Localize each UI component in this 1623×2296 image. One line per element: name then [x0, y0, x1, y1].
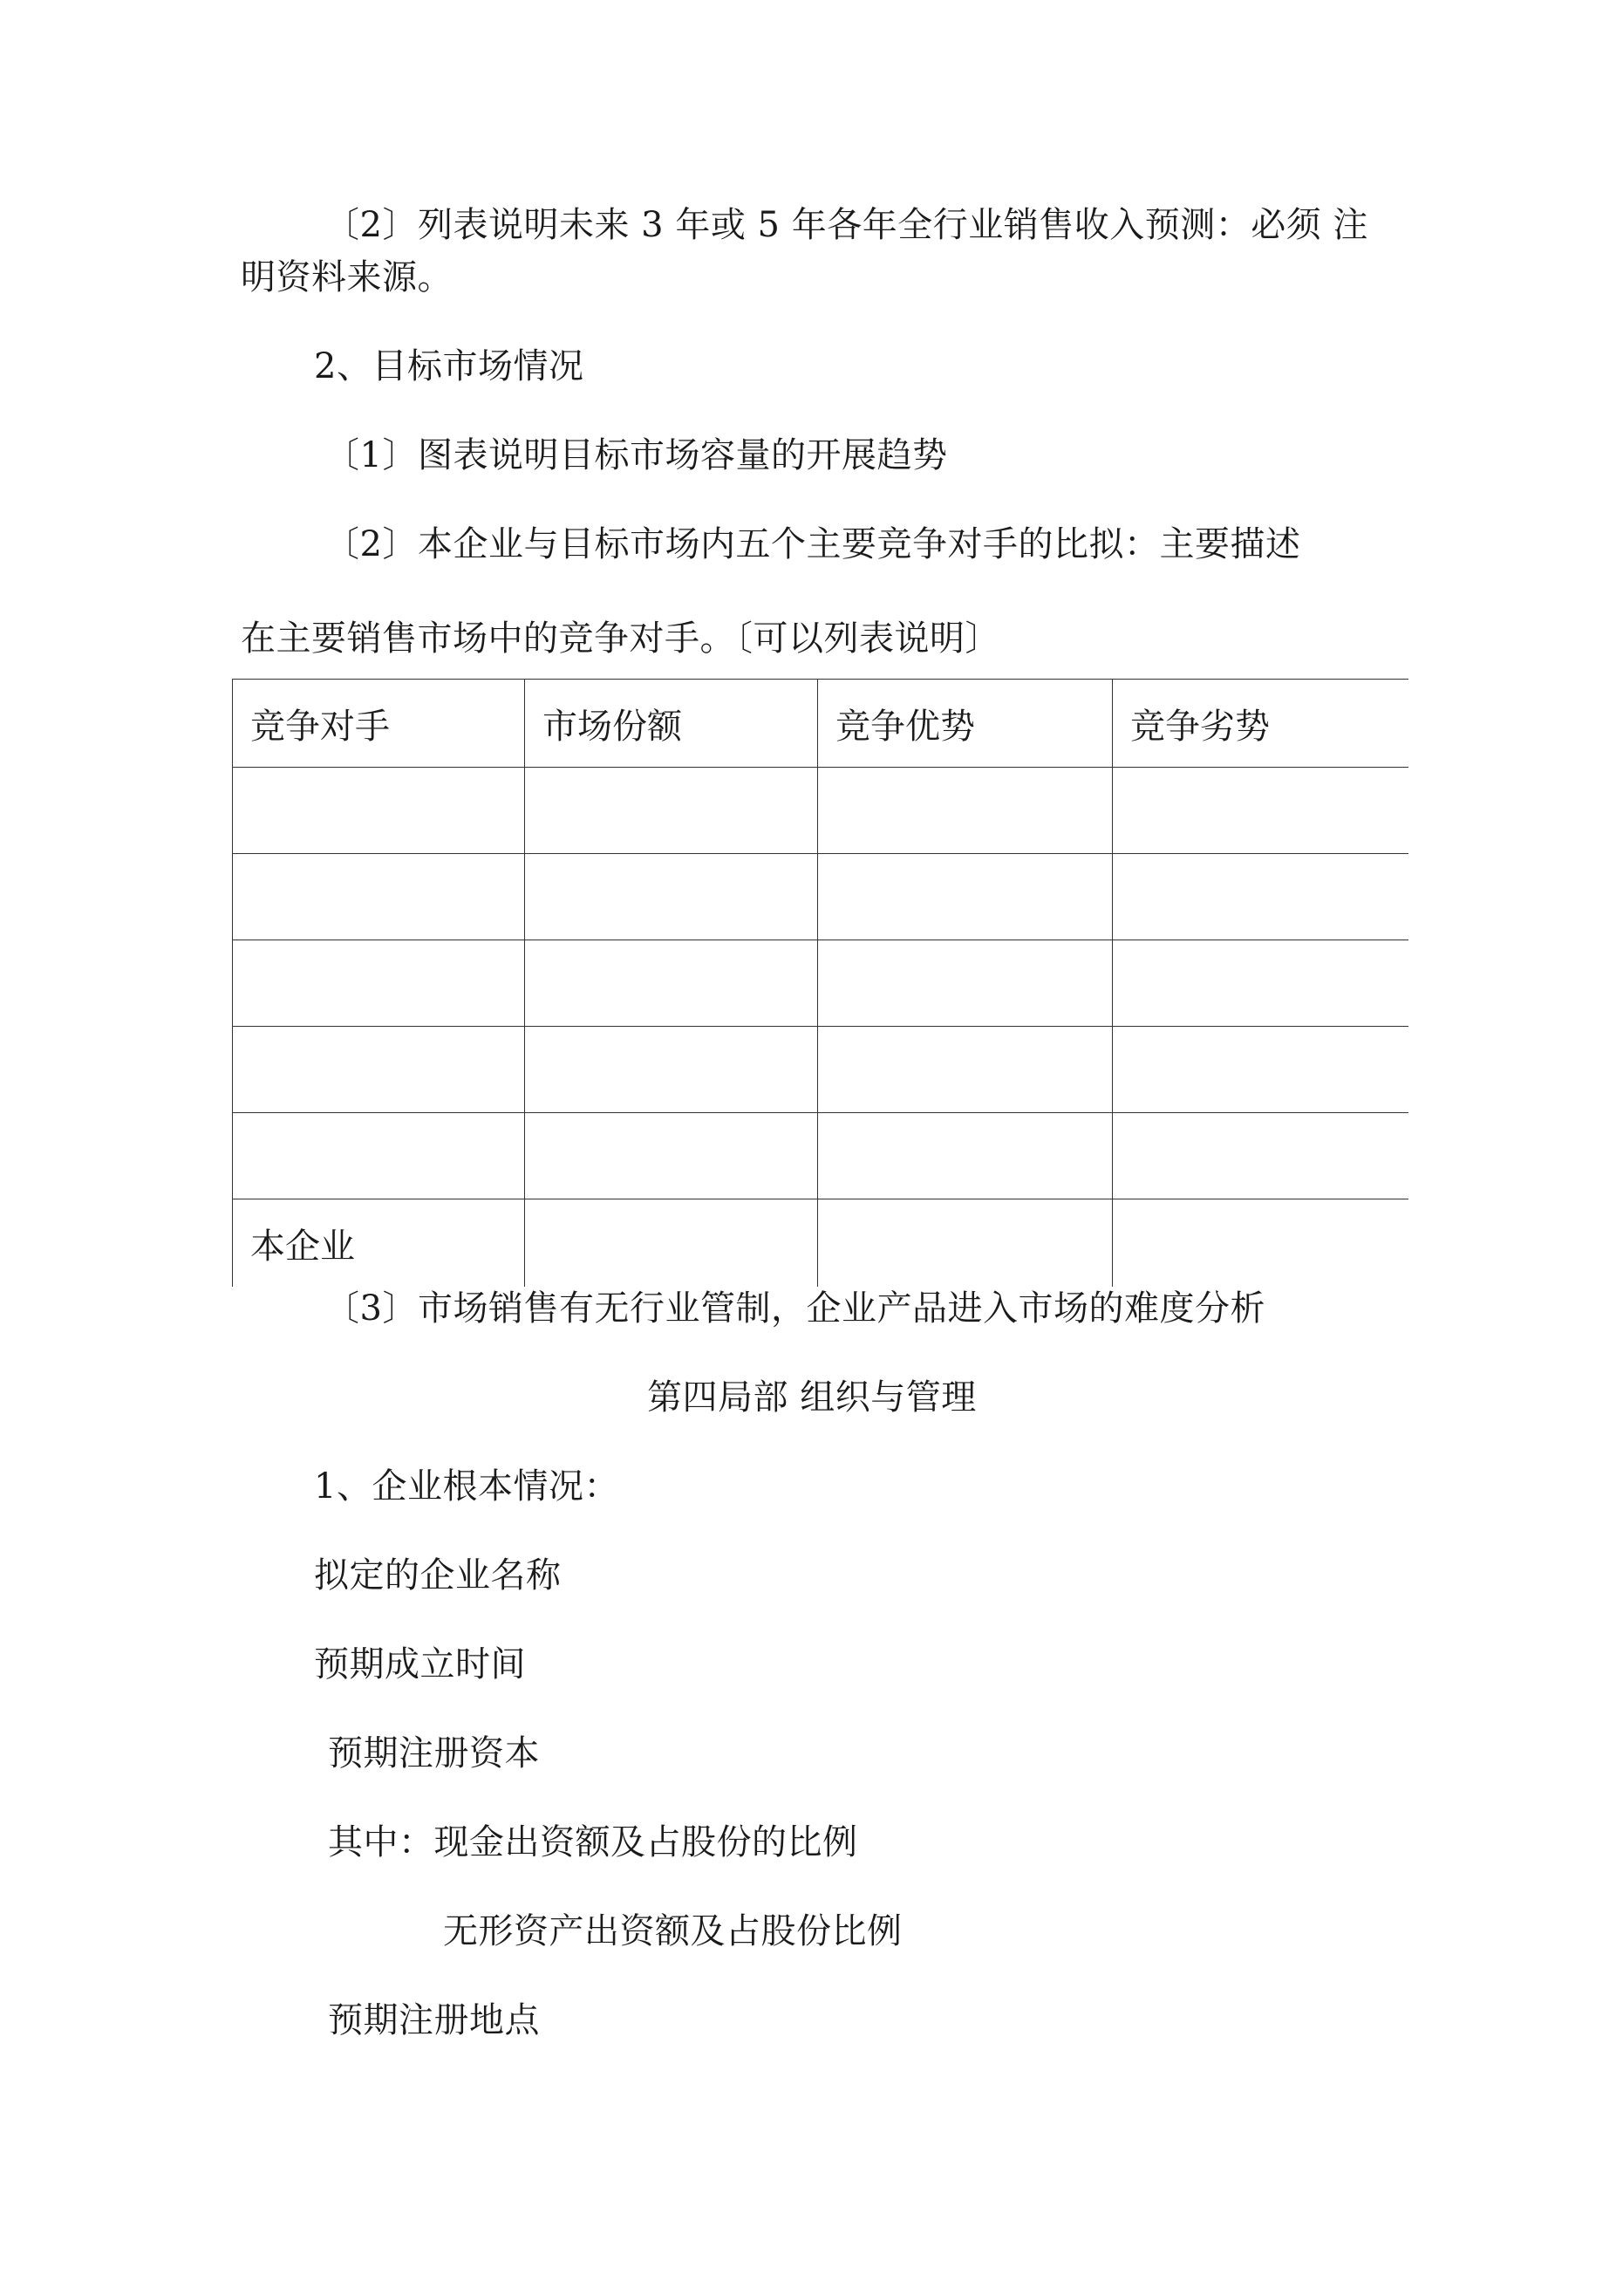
- table-cell: [818, 1199, 1113, 1288]
- table-row: [233, 854, 1408, 940]
- field-intangible-contribution: 无形资产出资额及占股份比例: [443, 1911, 903, 1951]
- table-row: [233, 940, 1408, 1027]
- table-cell: [1113, 1113, 1408, 1199]
- section-target-market: 2、目标市场情况: [314, 346, 584, 386]
- table-header-row: [233, 680, 1408, 768]
- table-cell: [818, 854, 1113, 940]
- field-cash-contribution: 其中：现金出资额及占股份的比例: [328, 1822, 858, 1862]
- table-row-own-company: [233, 1199, 1408, 1288]
- header-advantage: 竞争优势: [818, 680, 1113, 768]
- table-cell: [525, 1113, 818, 1199]
- field-company-name: 拟定的企业名称: [314, 1555, 562, 1596]
- table-cell: [1113, 854, 1408, 940]
- table-cell: [818, 768, 1113, 854]
- table-cell: [525, 1027, 818, 1113]
- table-row: [233, 1027, 1408, 1113]
- table-cell: [233, 1113, 525, 1199]
- competitor-table: [232, 679, 1408, 1287]
- table-cell: [525, 940, 818, 1027]
- paragraph-competitor-comparison: 〔2〕本企业与目标市场内五个主要竞争对手的比拟：主要描述: [324, 524, 1301, 564]
- table-cell: [1113, 768, 1408, 854]
- table-cell: [1113, 1027, 1408, 1113]
- table-cell: [233, 940, 525, 1027]
- section-company-basics: 1、企业根本情况：: [314, 1466, 619, 1507]
- table-cell: [233, 1027, 525, 1113]
- table-cell-own-company: 本企业: [233, 1199, 525, 1288]
- table-cell: [233, 768, 525, 854]
- table-cell: [525, 768, 818, 854]
- table-row: [233, 768, 1408, 854]
- field-registered-location: 预期注册地点: [328, 2000, 540, 2040]
- paragraph-competitor-comparison-cont: 在主要销售市场中的竞争对手。〔可以列表说明〕: [241, 618, 1000, 659]
- paragraph-market-entry: 〔3〕市场销售有无行业管制，企业产品进入市场的难度分析: [324, 1288, 1265, 1329]
- paragraph-market-capacity: 〔1〕图表说明目标市场容量的开展趋势: [324, 435, 948, 475]
- table-cell: [818, 1113, 1113, 1199]
- field-founding-time: 预期成立时间: [314, 1644, 526, 1684]
- field-registered-capital: 预期注册资本: [328, 1733, 540, 1773]
- table-cell: [1113, 940, 1408, 1027]
- paragraph-revenue-forecast: 〔2〕列表说明未来 3 年或 5 年各年全行业销售收入预测：必须 注: [324, 205, 1368, 245]
- part-heading: 第四局部 组织与管理: [647, 1377, 977, 1418]
- paragraph-revenue-forecast-cont: 明资料来源。: [241, 257, 453, 297]
- header-competitor: 竞争对手: [233, 680, 525, 768]
- table-cell: [818, 940, 1113, 1027]
- table-cell: [525, 1199, 818, 1288]
- table-cell: [525, 854, 818, 940]
- table-cell: [818, 1027, 1113, 1113]
- header-disadvantage: 竞争劣势: [1113, 680, 1408, 768]
- header-market-share: 市场份额: [525, 680, 818, 768]
- table-cell: [1113, 1199, 1408, 1288]
- table-row: [233, 1113, 1408, 1199]
- table-cell: [233, 854, 525, 940]
